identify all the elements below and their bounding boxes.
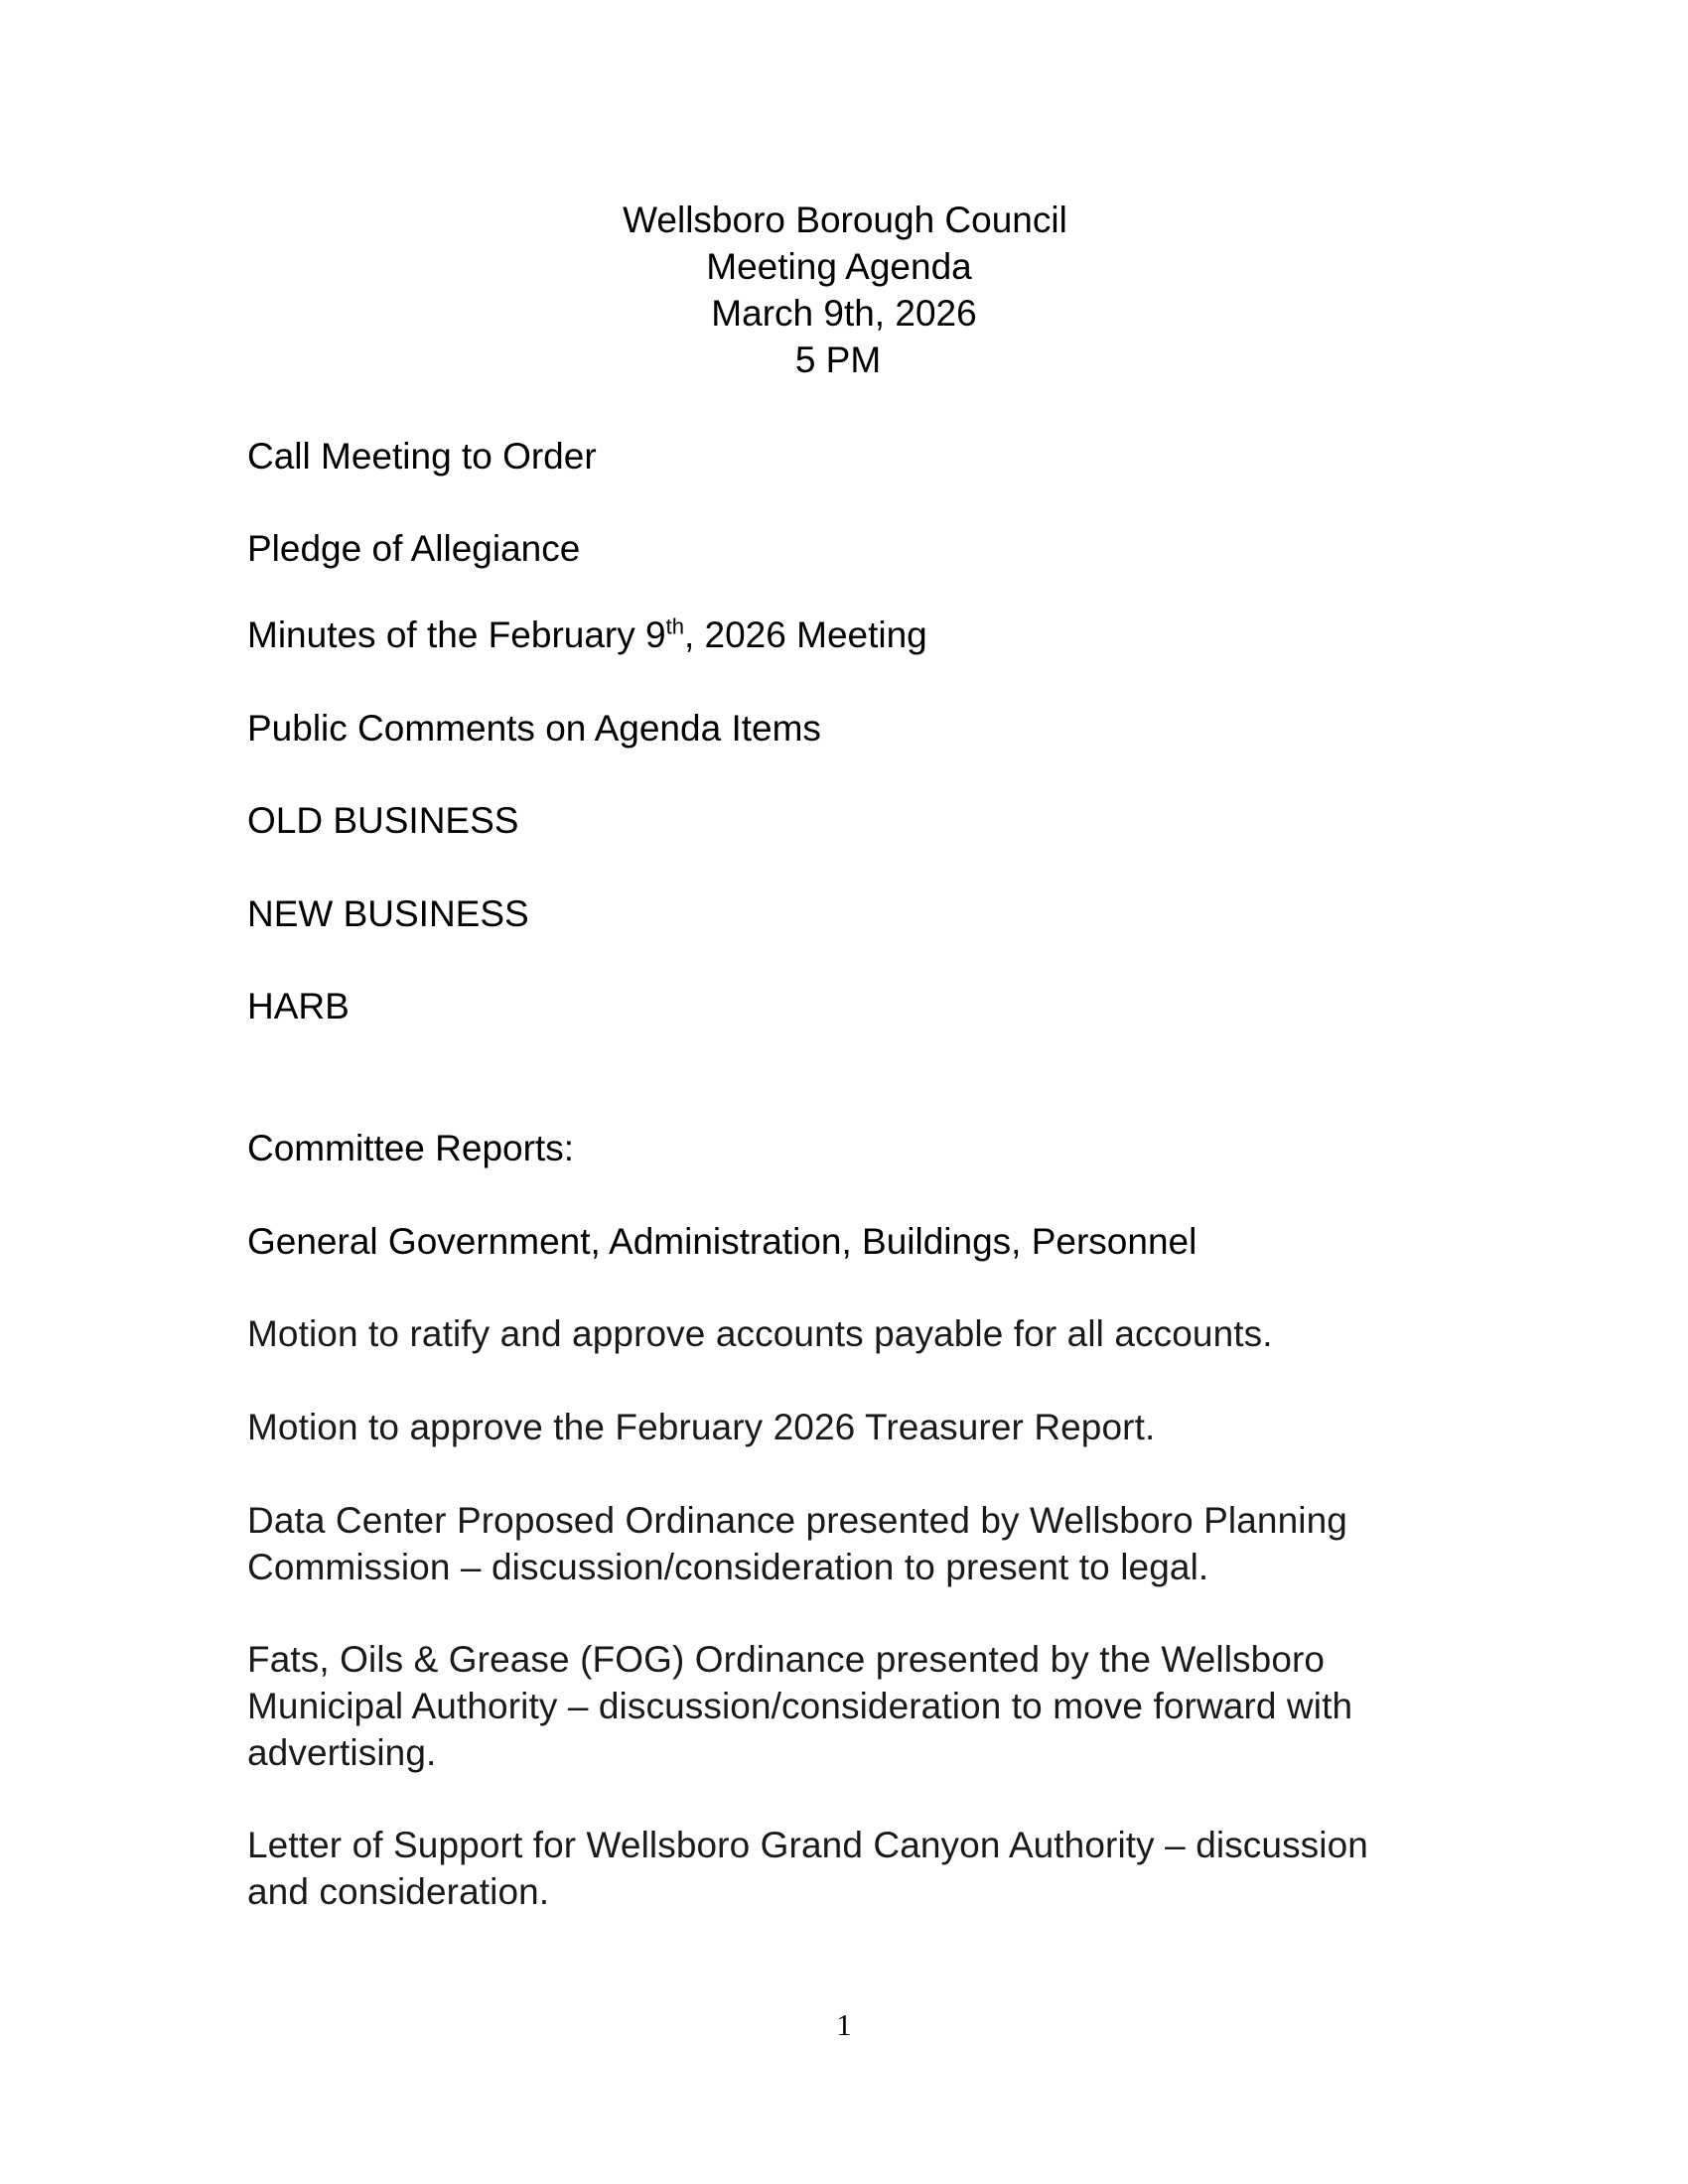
minutes-text-end: , 2026 Meeting <box>683 614 927 655</box>
committee-reports-heading: Committee Reports: <box>247 1128 574 1168</box>
agenda-header <box>0 197 1688 383</box>
letter-of-support-line-2: and consideration. <box>247 1871 550 1912</box>
data-center-ordinance-line-2: Commission – discussion/consideration to present to legal. <box>247 1547 1209 1587</box>
motion-accounts-payable: Motion to ratify and approve accounts payable for all accounts. <box>247 1313 1273 1354</box>
fog-ordinance-line-1: Fats, Oils & Grease (FOG) Ordinance presented by the Wellsboro <box>247 1639 1326 1680</box>
meeting-time: 5 PM <box>794 340 882 380</box>
fog-ordinance-line-3: advertising. <box>247 1732 437 1773</box>
data-center-ordinance-line-1: Data Center Proposed Ordinance presented by Wellsboro Planning <box>247 1500 1347 1541</box>
agenda-item-harb: HARB <box>247 986 350 1026</box>
council-name: Wellsboro Borough Council <box>623 200 1067 240</box>
page-number: 1 <box>836 2007 852 2042</box>
fog-ordinance-line-2: Municipal Authority – discussion/consideration to move forward with <box>247 1686 1353 1726</box>
agenda-item-call-to-order: Call Meeting to Order <box>247 436 597 477</box>
document-title: Meeting Agenda <box>706 246 972 287</box>
motion-treasurer-report: Motion to approve the February 2026 Treasurer Report. <box>247 1407 1156 1447</box>
agenda-item-pledge: Pledge of Allegiance <box>247 528 581 569</box>
meeting-date: March 9th, 2026 <box>711 293 977 334</box>
agenda-item-old-business: OLD BUSINESS <box>247 800 519 841</box>
general-government-heading: General Government, Administration, Buildings, Personnel <box>247 1221 1197 1262</box>
letter-of-support-line-1: Letter of Support for Wellsboro Grand Canyon Authority – discussion <box>247 1825 1368 1865</box>
minutes-ordinal-suffix: th <box>665 614 684 639</box>
agenda-item-public-comments: Public Comments on Agenda Items <box>247 708 821 749</box>
minutes-text: Minutes of the February 9 <box>247 614 666 655</box>
agenda-item-minutes <box>247 612 927 658</box>
agenda-item-new-business: NEW BUSINESS <box>247 893 529 934</box>
